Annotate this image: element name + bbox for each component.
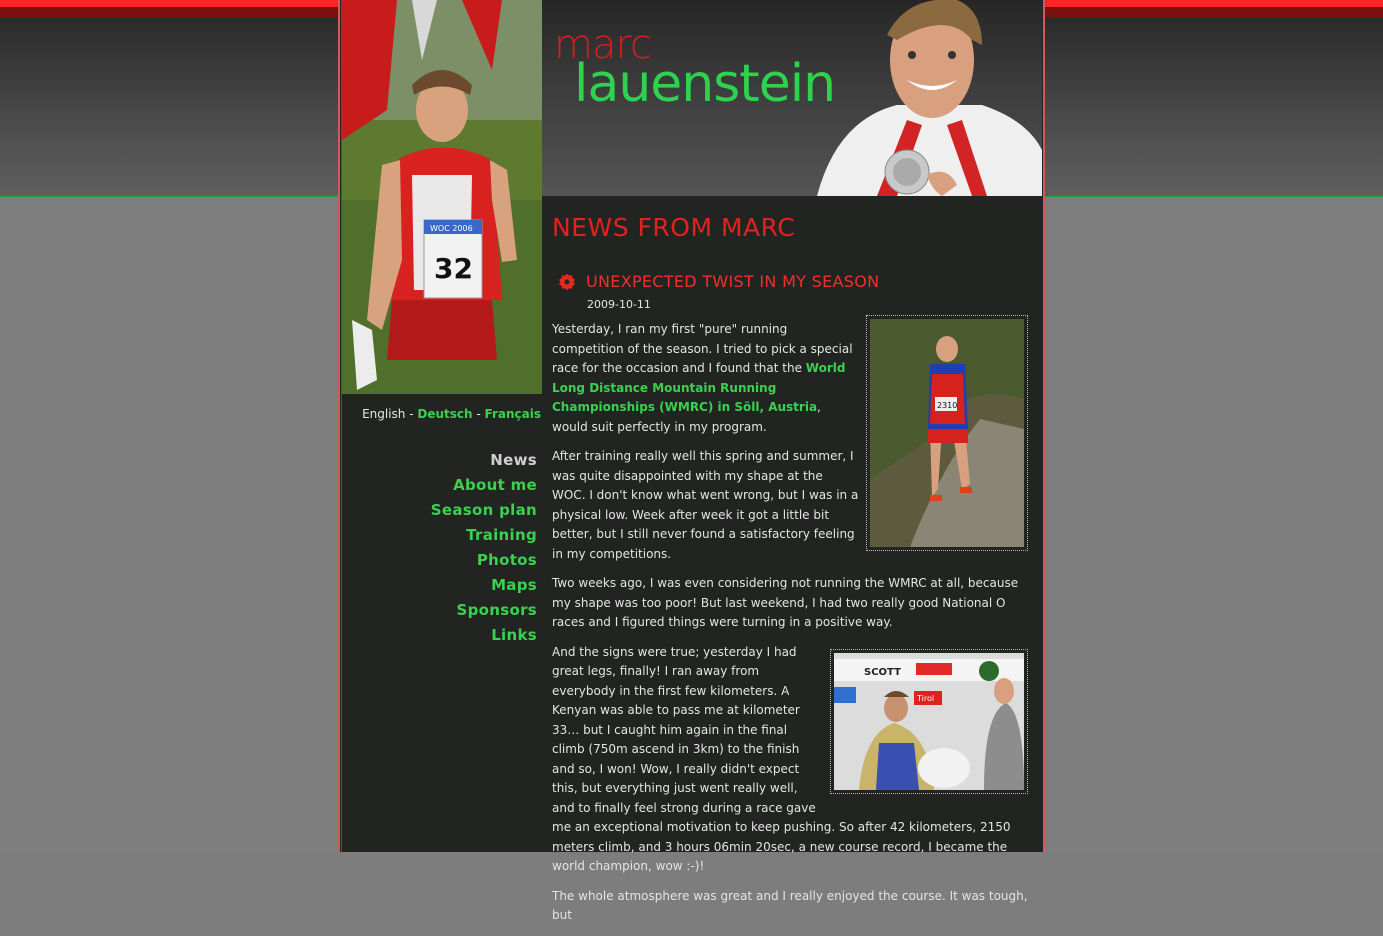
nav-news[interactable]: News [490, 451, 537, 469]
runner-illustration [342, 0, 542, 394]
wmrc-link[interactable]: World Long Distance Mountain Running Championships (WMRC) in Söll, Austria [552, 361, 846, 414]
logo-first-name[interactable]: marc [554, 22, 652, 68]
running-photo-illustration [870, 319, 1024, 547]
bib-number-right: 2310 [937, 401, 958, 410]
language-switcher: English - Deutsch - Français [362, 407, 541, 421]
nav-about-me[interactable]: About me [453, 476, 537, 494]
nav-links[interactable]: Links [491, 626, 537, 644]
runner-photo [342, 0, 542, 394]
finish-photo-illustration [834, 653, 1024, 790]
post-p1-text-end: , would suit perfectly in my program. [552, 400, 821, 434]
main-nav [342, 449, 537, 649]
banner-brand-text: SCOTT [864, 666, 901, 678]
flower-icon [554, 270, 582, 294]
post-paragraph-2: After training really well this spring and summer, I was quite disappointed with my shape at the WOC. I don't know what went wrong, but I was in a physical low. Week after week it got a little bit better, but I still never found a satisfactory feeling in my competitions. [552, 449, 859, 561]
post-title[interactable]: UNEXPECTED TWIST IN MY SEASON [586, 272, 880, 292]
bib-number-left: 32 [434, 252, 473, 285]
nav-training[interactable]: Training [466, 526, 537, 544]
nav-sponsors[interactable]: Sponsors [456, 601, 537, 619]
post-header [552, 269, 1028, 295]
nav-maps[interactable]: Maps [491, 576, 537, 594]
post-date: 2009-10-11 [587, 298, 651, 311]
logo-last-name[interactable]: lauenstein [574, 54, 836, 114]
site-header [542, 0, 1042, 196]
post-photo-finish[interactable] [830, 649, 1028, 794]
post-photo-running[interactable] [866, 315, 1028, 551]
banner-brand2-text: Tirol [917, 693, 935, 703]
champion-portrait [757, 0, 1042, 196]
nav-season-plan[interactable]: Season plan [430, 501, 537, 519]
post-paragraph-3: Two weeks ago, I was even considering not running the WMRC at all, because my shape was too poor! But last weekend, I had two really good National O races and I figured things were turning in a positive way. [552, 576, 1019, 629]
nav-photos[interactable]: Photos [476, 551, 537, 569]
post-p1-text: Yesterday, I ran my first "pure" running competition of the season. I tried to pick a special race for the occasion and I found that the [552, 322, 853, 375]
lang-deutsch[interactable]: Deutsch [417, 407, 473, 421]
main-content [552, 198, 1028, 936]
page-title: NEWS FROM MARC [552, 213, 796, 242]
lang-francais[interactable]: Français [484, 407, 541, 421]
bib-event-label: WOC 2006 [430, 224, 473, 233]
lang-english: English [362, 407, 406, 421]
post-paragraph-4: And the signs were true; yesterday I had great legs, finally! I ran away from everybody in the first few kilometers. A Kenyan was able to pass me at kilometer 33… but I caught him again in the final climb (750m ascend in 3km) to the finish and so, I won! Wow, I really didn't expect this, but everything just went really well, and to finally feel strong during a race gave me an exceptional motivation to keep pushing. So after 42 kilometers, 2150 meters climb, and 3 hours 06min 20sec, a new course record, I became the world champion, wow :-)! [552, 644, 1011, 873]
post-paragraph-5: The whole atmosphere was great and I really enjoyed the course. It was tough, but [552, 888, 1028, 922]
